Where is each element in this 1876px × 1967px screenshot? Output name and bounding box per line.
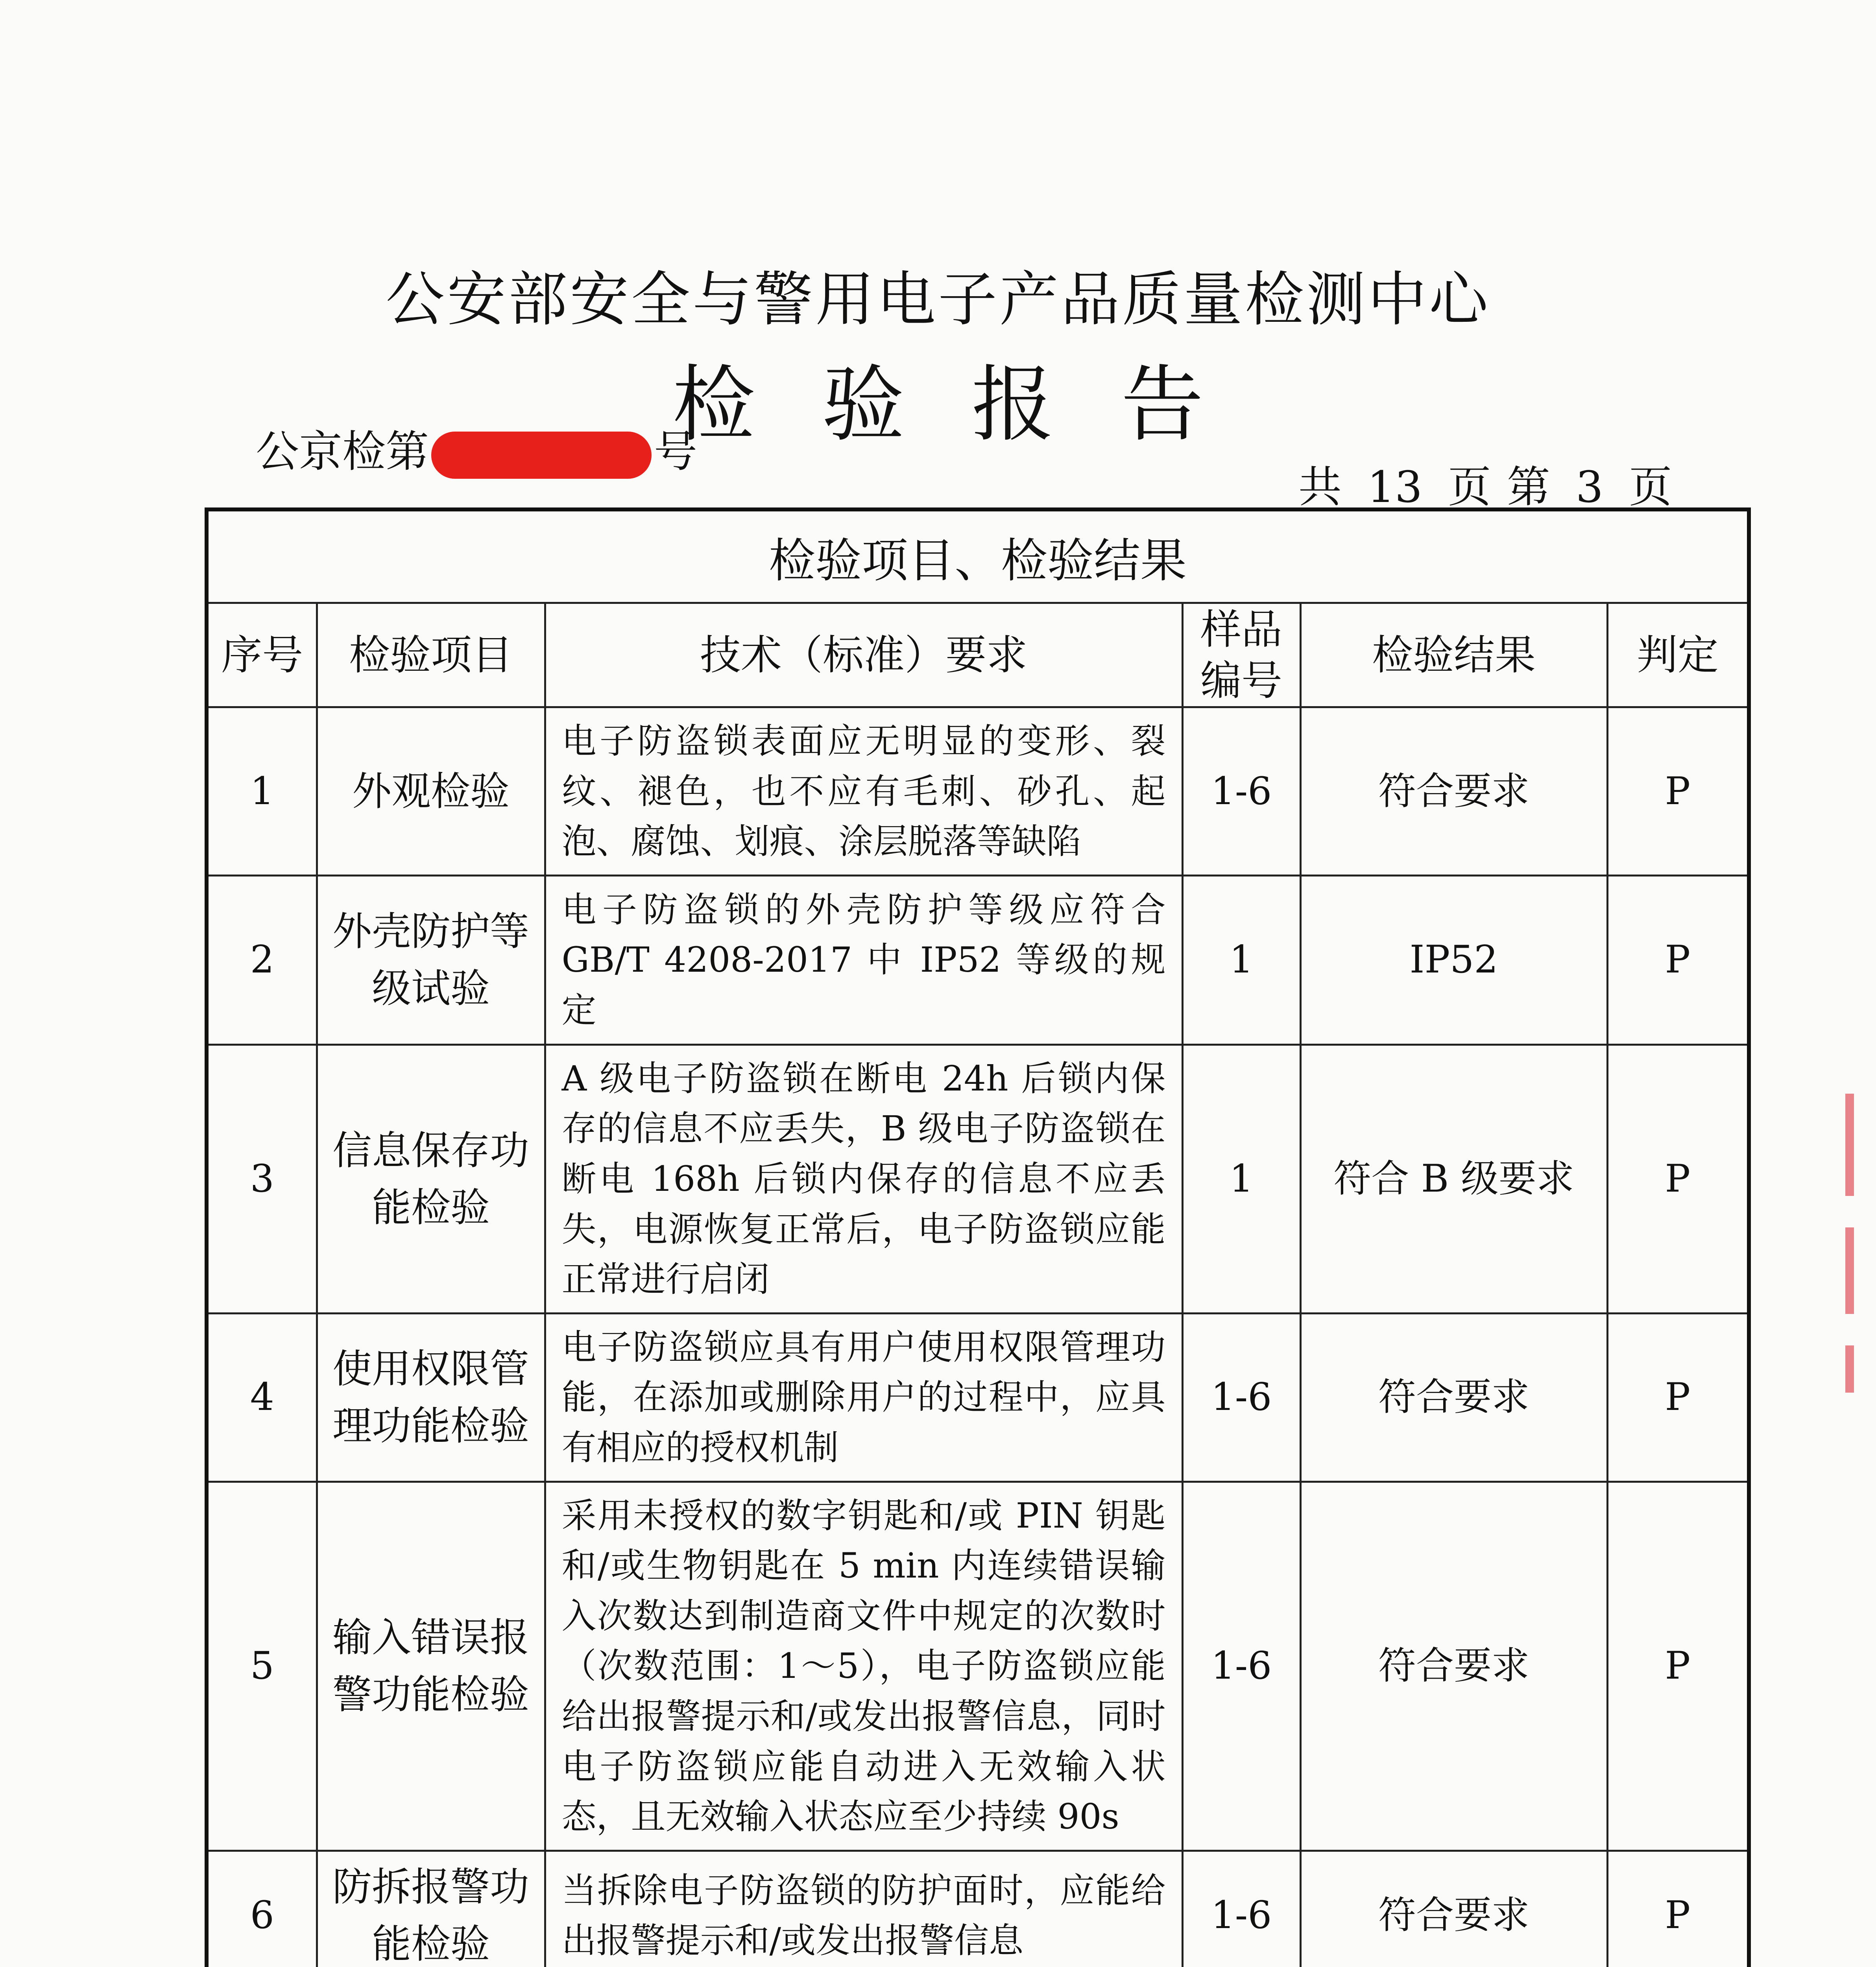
row-no: 1 xyxy=(207,707,317,876)
table-header-row xyxy=(207,603,1749,707)
row-no: 4 xyxy=(207,1313,317,1482)
seal-edge-mark xyxy=(1845,1227,1854,1314)
row-no: 5 xyxy=(207,1482,317,1851)
row-requirement: 当拆除电子防盗锁的防护面时，应能给出报警提示和/或发出报警信息 xyxy=(545,1851,1182,1967)
row-no: 6 xyxy=(207,1851,317,1967)
page-number: 第 3 页 xyxy=(1507,462,1672,512)
inspection-table xyxy=(205,507,1751,1967)
row-result: 符合要求 xyxy=(1300,1851,1607,1967)
total-pages: 共 13 页 xyxy=(1298,462,1491,512)
row-result: IP52 xyxy=(1300,875,1607,1044)
col-header-item: 检验项目 xyxy=(317,603,545,707)
row-result: 符合 B 级要求 xyxy=(1300,1044,1607,1313)
row-result: 符合要求 xyxy=(1300,707,1607,876)
row-sample: 1-6 xyxy=(1182,707,1300,876)
table-row xyxy=(207,1044,1749,1313)
report-number-prefix: 公京检第 xyxy=(256,426,429,477)
col-header-sample: 样品编号 xyxy=(1182,603,1300,707)
row-item: 信息保存功能检验 xyxy=(317,1044,545,1313)
table-row xyxy=(207,707,1749,876)
table-row xyxy=(207,1482,1749,1851)
redaction-mark xyxy=(431,432,652,479)
report-number xyxy=(256,417,697,479)
row-verdict: P xyxy=(1607,1851,1749,1967)
row-item: 外壳防护等级试验 xyxy=(317,875,545,1044)
row-sample: 1-6 xyxy=(1182,1851,1300,1967)
row-sample: 1-6 xyxy=(1182,1482,1300,1851)
table-row xyxy=(207,1851,1749,1967)
col-header-requirement: 技术（标准）要求 xyxy=(545,603,1182,707)
seal-edge-mark xyxy=(1845,1094,1854,1196)
row-sample: 1-6 xyxy=(1182,1313,1300,1482)
row-item: 使用权限管理功能检验 xyxy=(317,1313,545,1482)
page-info xyxy=(1298,452,1688,515)
row-requirement: 电子防盗锁的外壳防护等级应符合 GB/T 4208-2017 中 IP52 等级的规定 xyxy=(545,875,1182,1044)
table-row xyxy=(207,875,1749,1044)
row-result: 符合要求 xyxy=(1300,1482,1607,1851)
row-no: 3 xyxy=(207,1044,317,1313)
row-verdict: P xyxy=(1607,707,1749,876)
row-no: 2 xyxy=(207,875,317,1044)
row-verdict: P xyxy=(1607,875,1749,1044)
report-title: 检验报告 xyxy=(672,356,1270,453)
row-item: 外观检验 xyxy=(317,707,545,876)
organization-name: 公安部安全与警用电子产品质量检测中心 xyxy=(385,266,1490,334)
section-title: 检验项目、检验结果 xyxy=(207,509,1749,603)
row-sample: 1 xyxy=(1182,1044,1300,1313)
row-verdict: P xyxy=(1607,1044,1749,1313)
report-number-suffix: 号 xyxy=(654,426,697,477)
row-requirement: A 级电子防盗锁在断电 24h 后锁内保存的信息不应丢失，B 级电子防盗锁在断电 168h 后锁内保存的信息不应丢失，电源恢复正常后，电子防盗锁应能正常进行启闭 xyxy=(545,1044,1182,1313)
row-item: 防拆报警功能检验 xyxy=(317,1851,545,1967)
col-header-verdict: 判定 xyxy=(1607,603,1749,707)
row-requirement: 电子防盗锁应具有用户使用权限管理功能，在添加或删除用户的过程中，应具有相应的授权机制 xyxy=(545,1313,1182,1482)
col-header-no: 序号 xyxy=(207,603,317,707)
row-verdict: P xyxy=(1607,1313,1749,1482)
row-sample: 1 xyxy=(1182,875,1300,1044)
row-item: 输入错误报警功能检验 xyxy=(317,1482,545,1851)
table-row xyxy=(207,1313,1749,1482)
row-verdict: P xyxy=(1607,1482,1749,1851)
row-requirement: 电子防盗锁表面应无明显的变形、裂纹、褪色，也不应有毛刺、砂孔、起泡、腐蚀、划痕、涂层脱落等缺陷 xyxy=(545,707,1182,876)
row-requirement: 采用未授权的数字钥匙和/或 PIN 钥匙和/或生物钥匙在 5 min 内连续错误输入次数达到制造商文件中规定的次数时（次数范围：1～5），电子防盗锁应能给出报警提示和/或发出报警信息，同时电子防盗锁应能自动进入无效输入状态，且无效输入状态应至少持续 90s xyxy=(545,1482,1182,1851)
row-result: 符合要求 xyxy=(1300,1313,1607,1482)
seal-edge-mark xyxy=(1845,1345,1854,1393)
col-header-result: 检验结果 xyxy=(1300,603,1607,707)
